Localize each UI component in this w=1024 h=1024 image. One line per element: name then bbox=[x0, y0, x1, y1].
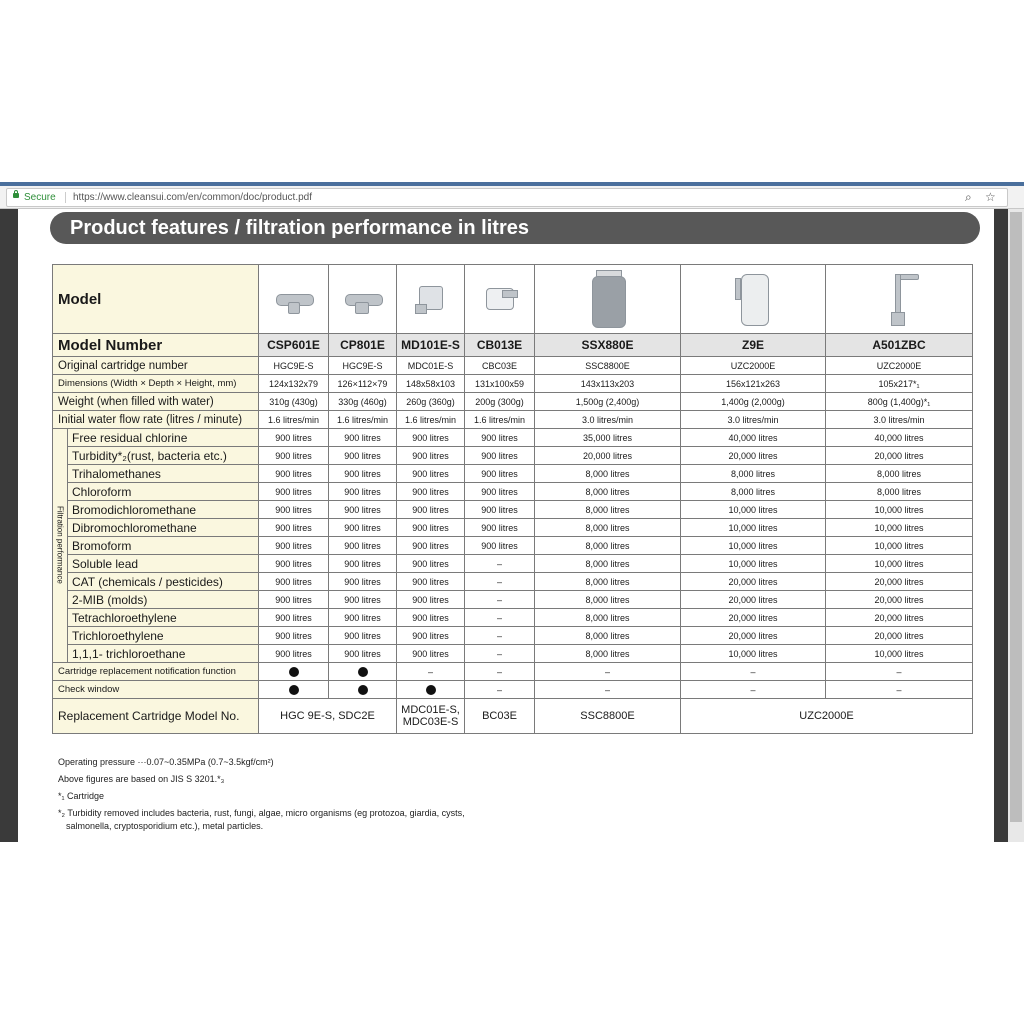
table-cell: 8,000 litres bbox=[535, 645, 681, 663]
table-cell: 124x132x79 bbox=[259, 375, 329, 393]
table-cell: 900 litres bbox=[465, 465, 535, 483]
table-cell: 900 litres bbox=[397, 645, 465, 663]
table-cell: 10,000 litres bbox=[826, 537, 973, 555]
table-cell: 900 litres bbox=[397, 555, 465, 573]
table-cell: 20,000 litres bbox=[681, 573, 826, 591]
row-label: Soluble lead bbox=[68, 555, 259, 573]
table-cell: 900 litres bbox=[259, 555, 329, 573]
table-cell: 900 litres bbox=[397, 483, 465, 501]
table-cell: 10,000 litres bbox=[826, 501, 973, 519]
table-cell: 330g (460g) bbox=[329, 393, 397, 411]
table-cell: – bbox=[535, 663, 681, 681]
table-cell: HGC9E-S bbox=[259, 357, 329, 375]
filtration-row bbox=[53, 591, 973, 609]
table-cell: 10,000 litres bbox=[681, 645, 826, 663]
table-cell: UZC2000E bbox=[681, 699, 973, 734]
table-cell: 900 litres bbox=[465, 429, 535, 447]
table-cell bbox=[397, 699, 465, 734]
table-cell: – bbox=[397, 663, 465, 681]
table-cell: – bbox=[465, 573, 535, 591]
table-cell: 900 litres bbox=[329, 519, 397, 537]
table-cell: 105x217*₁ bbox=[826, 375, 973, 393]
pdf-viewer-right-margin bbox=[994, 209, 1008, 842]
spec-row bbox=[53, 357, 973, 375]
table-cell: 3.0 litres/min bbox=[535, 411, 681, 429]
row-label: Original cartridge number bbox=[53, 357, 259, 375]
table-cell: 900 litres bbox=[329, 447, 397, 465]
table-cell: MDC01E-S bbox=[397, 357, 465, 375]
row-label: 1,1,1- trichloroethane bbox=[68, 645, 259, 663]
table-cell: 900 litres bbox=[329, 591, 397, 609]
table-cell: 800g (1,400g)*₁ bbox=[826, 393, 973, 411]
table-cell bbox=[259, 681, 329, 699]
table-cell: 8,000 litres bbox=[535, 591, 681, 609]
filtration-row bbox=[53, 465, 973, 483]
table-cell: 20,000 litres bbox=[826, 447, 973, 465]
row-label: Initial water flow rate (litres / minute) bbox=[53, 411, 259, 429]
row-label: Trihalomethanes bbox=[68, 465, 259, 483]
table-cell: 900 litres bbox=[259, 447, 329, 465]
table-cell: 131x100x59 bbox=[465, 375, 535, 393]
row-label: Bromodichloromethane bbox=[68, 501, 259, 519]
row-label: CAT (chemicals / pesticides) bbox=[68, 573, 259, 591]
table-cell: 8,000 litres bbox=[826, 483, 973, 501]
row-label: Tetrachloroethylene bbox=[68, 609, 259, 627]
row-label: Chloroform bbox=[68, 483, 259, 501]
table-cell: UZC2000E bbox=[826, 357, 973, 375]
table-cell: 20,000 litres bbox=[826, 573, 973, 591]
table-cell: 1.6 litres/min bbox=[465, 411, 535, 429]
filtration-row bbox=[53, 645, 973, 663]
table-cell: 8,000 litres bbox=[535, 609, 681, 627]
table-cell: 1,400g (2,000g) bbox=[681, 393, 826, 411]
table-cell: 900 litres bbox=[465, 537, 535, 555]
table-cell: 20,000 litres bbox=[826, 591, 973, 609]
table-cell: 1.6 litres/min bbox=[329, 411, 397, 429]
table-cell: 900 litres bbox=[259, 465, 329, 483]
note-jis: Above figures are based on JIS S 3201.*₃ bbox=[58, 774, 225, 784]
table-cell: – bbox=[465, 555, 535, 573]
table-cell: 20,000 litres bbox=[826, 609, 973, 627]
table-cell: 900 litres bbox=[465, 483, 535, 501]
table-cell: 10,000 litres bbox=[826, 519, 973, 537]
product-image-cp801e bbox=[329, 265, 397, 334]
pdf-viewer-left-margin bbox=[0, 209, 18, 842]
filtration-row bbox=[53, 609, 973, 627]
note-turbidity bbox=[58, 807, 465, 833]
table-cell: 148x58x103 bbox=[397, 375, 465, 393]
replacement-row bbox=[53, 699, 973, 734]
feature-dot bbox=[289, 667, 299, 677]
model-number-cell: MD101E-S bbox=[397, 334, 465, 357]
model-image-row bbox=[53, 265, 973, 334]
filtration-row bbox=[53, 429, 973, 447]
table-cell: 900 litres bbox=[259, 645, 329, 663]
table-cell: 35,000 litres bbox=[535, 429, 681, 447]
table-cell bbox=[329, 663, 397, 681]
table-cell: 3.0 litres/min bbox=[826, 411, 973, 429]
model-number-cell: CSP601E bbox=[259, 334, 329, 357]
filtration-row bbox=[53, 447, 973, 465]
note-turbidity-line2: salmonella, cryptosporidium etc.), metal particles. bbox=[66, 821, 264, 831]
table-cell: 900 litres bbox=[259, 483, 329, 501]
table-cell: 20,000 litres bbox=[681, 591, 826, 609]
table-cell: – bbox=[465, 591, 535, 609]
table-cell: 20,000 litres bbox=[826, 627, 973, 645]
product-image-a501zbc bbox=[826, 265, 973, 334]
model-label: Model bbox=[53, 265, 259, 334]
table-cell: 900 litres bbox=[259, 537, 329, 555]
browser-toolbar bbox=[0, 186, 1024, 209]
table-cell: 900 litres bbox=[397, 609, 465, 627]
row-label: Replacement Cartridge Model No. bbox=[53, 699, 259, 734]
table-cell: 8,000 litres bbox=[535, 627, 681, 645]
row-label: Cartridge replacement notification function bbox=[53, 663, 259, 681]
table-cell: 20,000 litres bbox=[681, 447, 826, 465]
table-cell: 900 litres bbox=[397, 591, 465, 609]
model-number-cell: CP801E bbox=[329, 334, 397, 357]
note-cartridge: *₁ Cartridge bbox=[58, 791, 105, 801]
page-title: Product features / filtration performance in litres bbox=[50, 212, 980, 244]
feature-dot bbox=[358, 667, 368, 677]
table-cell: 10,000 litres bbox=[826, 645, 973, 663]
feature-dot bbox=[426, 685, 436, 695]
table-cell: 10,000 litres bbox=[681, 519, 826, 537]
table-cell: 10,000 litres bbox=[681, 501, 826, 519]
filtration-row bbox=[53, 519, 973, 537]
row-label: Weight (when filled with water) bbox=[53, 393, 259, 411]
table-cell: 1.6 litres/min bbox=[259, 411, 329, 429]
table-cell: – bbox=[465, 663, 535, 681]
table-cell bbox=[259, 663, 329, 681]
table-cell: 20,000 litres bbox=[681, 609, 826, 627]
table-cell: 260g (360g) bbox=[397, 393, 465, 411]
table-cell: – bbox=[826, 681, 973, 699]
table-cell: 900 litres bbox=[329, 501, 397, 519]
table-cell: 900 litres bbox=[329, 555, 397, 573]
filtration-row bbox=[53, 627, 973, 645]
model-number-cell: Z9E bbox=[681, 334, 826, 357]
table-cell: 900 litres bbox=[329, 609, 397, 627]
product-table bbox=[52, 264, 973, 734]
note-turbidity-line1: *₂ Turbidity removed includes bacteria, rust, fungi, algae, micro organisms (eg protozoa, giardia, cysts, bbox=[58, 808, 465, 818]
table-cell: 10,000 litres bbox=[681, 537, 826, 555]
table-cell: 900 litres bbox=[397, 429, 465, 447]
table-cell: 900 litres bbox=[465, 501, 535, 519]
model-number-label: Model Number bbox=[53, 334, 259, 357]
filtration-side-text: Filtration performance bbox=[55, 505, 65, 584]
filtration-row bbox=[53, 501, 973, 519]
table-cell: 900 litres bbox=[259, 501, 329, 519]
table-cell: 900 litres bbox=[329, 537, 397, 555]
table-cell: – bbox=[465, 627, 535, 645]
row-label: Bromoform bbox=[68, 537, 259, 555]
table-cell: 126×112×79 bbox=[329, 375, 397, 393]
check-window-row bbox=[53, 681, 973, 699]
table-cell: – bbox=[465, 681, 535, 699]
filtration-row bbox=[53, 483, 973, 501]
table-cell: HGC9E-S bbox=[329, 357, 397, 375]
table-cell: 20,000 litres bbox=[681, 627, 826, 645]
table-cell: – bbox=[681, 663, 826, 681]
spec-row bbox=[53, 411, 973, 429]
bookmark-star-icon[interactable]: ☆ bbox=[985, 190, 996, 204]
table-cell: – bbox=[535, 681, 681, 699]
spec-row bbox=[53, 375, 973, 393]
table-cell: 900 litres bbox=[397, 573, 465, 591]
table-cell: HGC 9E-S, SDC2E bbox=[259, 699, 397, 734]
row-label: Trichloroethylene bbox=[68, 627, 259, 645]
table-cell: 900 litres bbox=[397, 447, 465, 465]
replacement-md-line2: MDC03E-S bbox=[402, 716, 459, 728]
table-cell: 8,000 litres bbox=[681, 465, 826, 483]
table-cell: 900 litres bbox=[259, 627, 329, 645]
table-cell: 900 litres bbox=[259, 609, 329, 627]
table-cell: 900 litres bbox=[329, 645, 397, 663]
table-cell bbox=[329, 681, 397, 699]
table-cell: 900 litres bbox=[397, 501, 465, 519]
secure-label[interactable]: Secure bbox=[24, 192, 56, 203]
table-cell: 900 litres bbox=[259, 591, 329, 609]
table-cell: 900 litres bbox=[329, 573, 397, 591]
table-cell: – bbox=[465, 609, 535, 627]
product-image-cb013e bbox=[465, 265, 535, 334]
model-number-cell: SSX880E bbox=[535, 334, 681, 357]
table-cell: 8,000 litres bbox=[535, 519, 681, 537]
feature-dot bbox=[358, 685, 368, 695]
table-cell: 900 litres bbox=[397, 465, 465, 483]
table-cell: 900 litres bbox=[397, 627, 465, 645]
table-cell: 1.6 litres/min bbox=[397, 411, 465, 429]
row-label: Free residual chlorine bbox=[68, 429, 259, 447]
zoom-icon[interactable]: ⌕ bbox=[965, 190, 972, 204]
table-cell: 900 litres bbox=[397, 537, 465, 555]
table-cell: 900 litres bbox=[259, 429, 329, 447]
table-cell: 900 litres bbox=[259, 573, 329, 591]
replacement-md-line1: MDC01E-S, bbox=[401, 704, 460, 716]
table-cell: 900 litres bbox=[465, 519, 535, 537]
table-cell: 900 litres bbox=[259, 519, 329, 537]
table-cell: 20,000 litres bbox=[535, 447, 681, 465]
table-cell: 8,000 litres bbox=[535, 501, 681, 519]
model-number-row bbox=[53, 334, 973, 357]
table-cell: 310g (430g) bbox=[259, 393, 329, 411]
table-cell: SSC8800E bbox=[535, 699, 681, 734]
row-label: Dibromochloromethane bbox=[68, 519, 259, 537]
url-text[interactable]: https://www.cleansui.com/en/common/doc/product.pdf bbox=[73, 192, 313, 203]
table-cell: CBC03E bbox=[465, 357, 535, 375]
table-cell: 143x113x203 bbox=[535, 375, 681, 393]
product-image-z9e bbox=[681, 265, 826, 334]
table-cell: 900 litres bbox=[329, 627, 397, 645]
table-cell: 3.0 litres/min bbox=[681, 411, 826, 429]
table-cell: 40,000 litres bbox=[681, 429, 826, 447]
footnotes bbox=[58, 756, 465, 837]
table-cell: 8,000 litres bbox=[535, 555, 681, 573]
table-cell: 8,000 litres bbox=[535, 483, 681, 501]
row-label: Dimensions (Width × Depth × Height, mm) bbox=[53, 375, 259, 393]
table-cell: 8,000 litres bbox=[535, 465, 681, 483]
row-label: Turbidity*₂(rust, bacteria etc.) bbox=[68, 447, 259, 465]
filtration-row bbox=[53, 555, 973, 573]
scrollbar-thumb[interactable] bbox=[1010, 212, 1022, 822]
product-image-md101e-s bbox=[397, 265, 465, 334]
table-cell: 1,500g (2,400g) bbox=[535, 393, 681, 411]
model-number-cell: CB013E bbox=[465, 334, 535, 357]
table-cell: – bbox=[465, 645, 535, 663]
product-image-csp601e bbox=[259, 265, 329, 334]
table-cell: 900 litres bbox=[329, 483, 397, 501]
note-pressure: Operating pressure ···0.07~0.35MPa (0.7~3.5kgf/cm²) bbox=[58, 757, 274, 767]
notification-row bbox=[53, 663, 973, 681]
filtration-row bbox=[53, 537, 973, 555]
table-cell: – bbox=[826, 663, 973, 681]
table-cell: 10,000 litres bbox=[826, 555, 973, 573]
table-cell: 8,000 litres bbox=[535, 537, 681, 555]
row-label: 2-MIB (molds) bbox=[68, 591, 259, 609]
spec-row bbox=[53, 393, 973, 411]
model-number-cell: A501ZBC bbox=[826, 334, 973, 357]
table-cell: UZC2000E bbox=[681, 357, 826, 375]
table-cell: 900 litres bbox=[397, 519, 465, 537]
table-cell: 8,000 litres bbox=[535, 573, 681, 591]
table-cell: 156x121x263 bbox=[681, 375, 826, 393]
filtration-side-label bbox=[53, 429, 68, 663]
table-cell: 900 litres bbox=[329, 429, 397, 447]
table-cell: 900 litres bbox=[465, 447, 535, 465]
table-cell: 10,000 litres bbox=[681, 555, 826, 573]
product-image-ssx880e bbox=[535, 265, 681, 334]
table-cell: 200g (300g) bbox=[465, 393, 535, 411]
feature-dot bbox=[289, 685, 299, 695]
row-label: Check window bbox=[53, 681, 259, 699]
table-cell: BC03E bbox=[465, 699, 535, 734]
address-separator bbox=[65, 192, 66, 203]
table-cell: 40,000 litres bbox=[826, 429, 973, 447]
table-cell: 8,000 litres bbox=[826, 465, 973, 483]
table-cell: 8,000 litres bbox=[681, 483, 826, 501]
table-cell bbox=[397, 681, 465, 699]
table-cell: – bbox=[681, 681, 826, 699]
table-cell: 900 litres bbox=[329, 465, 397, 483]
lock-icon[interactable] bbox=[13, 193, 19, 198]
address-bar[interactable] bbox=[6, 188, 1008, 207]
table-cell: SSC8800E bbox=[535, 357, 681, 375]
filtration-row bbox=[53, 573, 973, 591]
browser-window bbox=[0, 182, 1024, 842]
